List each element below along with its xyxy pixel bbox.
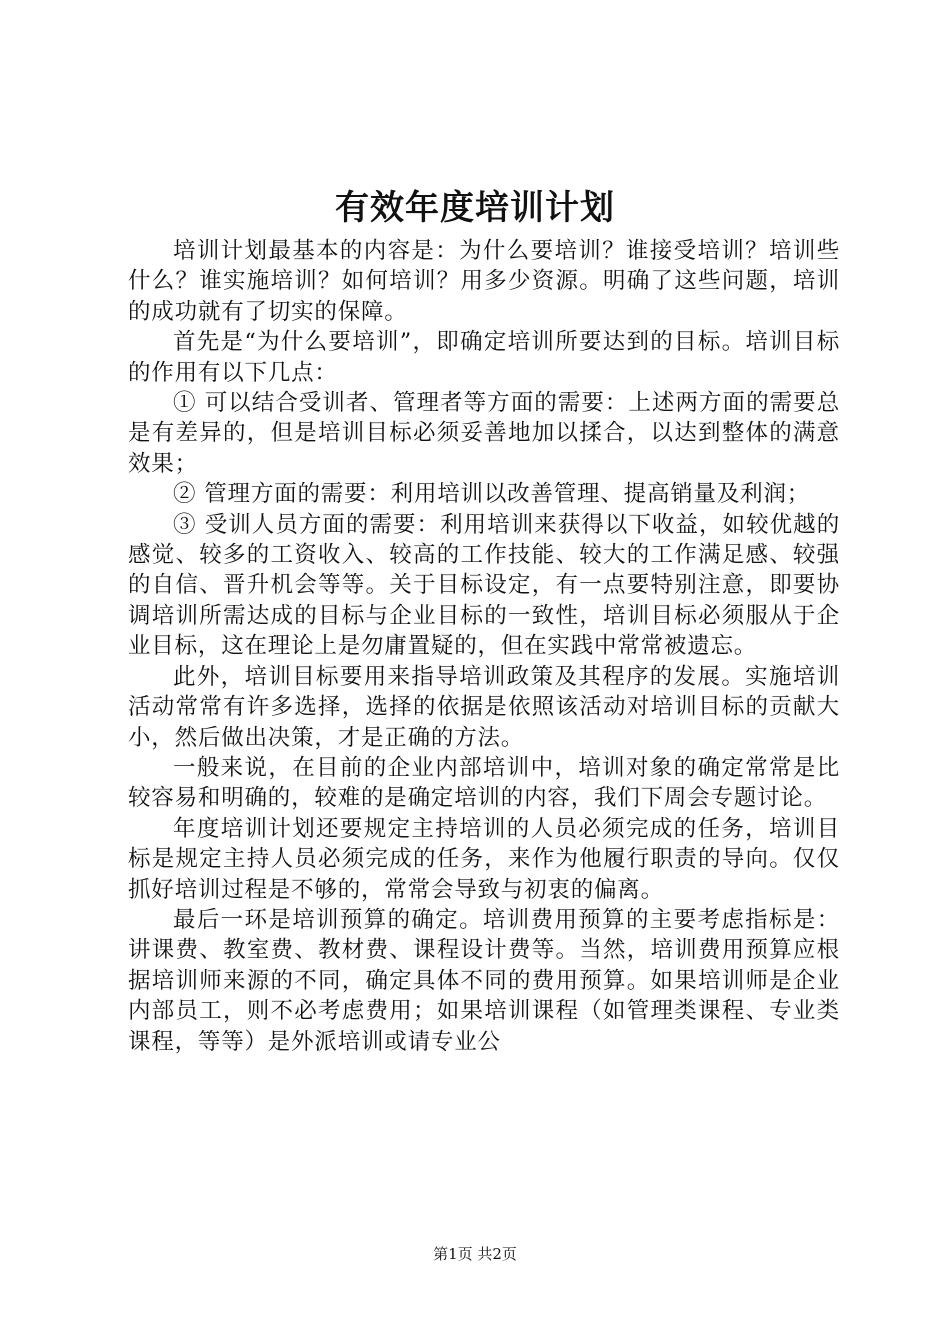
- paragraph: ① 可以结合受训者、管理者等方面的需要：上述两方面的需要总是有差异的，但是培训目标必须妥善地加以揉合，以达到整体的满意效果；: [128, 390, 840, 477]
- paragraph: 最后一环是培训预算的确定。培训费用预算的主要考虑指标是：讲课费、教室费、教材费、课程设计费等。当然，培训费用预算应根据培训师来源的不同，确定具体不同的费用预算。如果培训师是企业内部员工，则不必考虑费用；如果培训课程（如管理类课程、专业类课程，等等）是外派培训或请专业公: [128, 906, 840, 1055]
- document-title: 有效年度培训计划: [335, 188, 615, 228]
- paragraph: 培训计划最基本的内容是：为什么要培训？谁接受培训？培训些什么？谁实施培训？如何培训？用多少资源。明确了这些问题，培训的成功就有了切实的保障。: [128, 238, 840, 325]
- paragraph: ② 管理方面的需要：利用培训以改善管理、提高销量及利润；: [173, 481, 811, 508]
- paragraph: 一般来说，在目前的企业内部培训中，培训对象的确定常常是比较容易和明确的，较难的是确定培训的内容，我们下周会专题讨论。: [128, 754, 840, 812]
- document-body: [128, 236, 840, 1057]
- paragraph: 此外，培训目标要用来指导培训政策及其程序的发展。实施培训活动常常有许多选择，选择的依据是依照该活动对培训目标的贡献大小，然后做出决策，才是正确的方法。: [128, 663, 840, 751]
- paragraph: 年度培训计划还要规定主持培训的人员必须完成的任务，培训目标是规定主持人员必须完成的任务，来作为他履行职责的导向。仅仅抓好培训过程是不够的，常常会导致与初衷的偏离。: [128, 815, 840, 903]
- paragraph: ③ 受训人员方面的需要：利用培训来获得以下收益，如较优越的感觉、较多的工资收入、较高的工作技能、较大的工作满足感、较强的自信、晋升机会等等。关于目标设定，有一点要特别注意，即要协调培训所需达成的目标与企业目标的一致性，培训目标必须服从于企业目标，这在理论上是勿庸置疑的，但在实践中常常被遗忘。: [128, 511, 840, 660]
- page-footer: 第1页 共2页: [433, 1245, 517, 1263]
- paragraph: 首先是“为什么要培训”，即确定培训所要达到的目标。培训目标的作用有以下几点：: [128, 329, 840, 386]
